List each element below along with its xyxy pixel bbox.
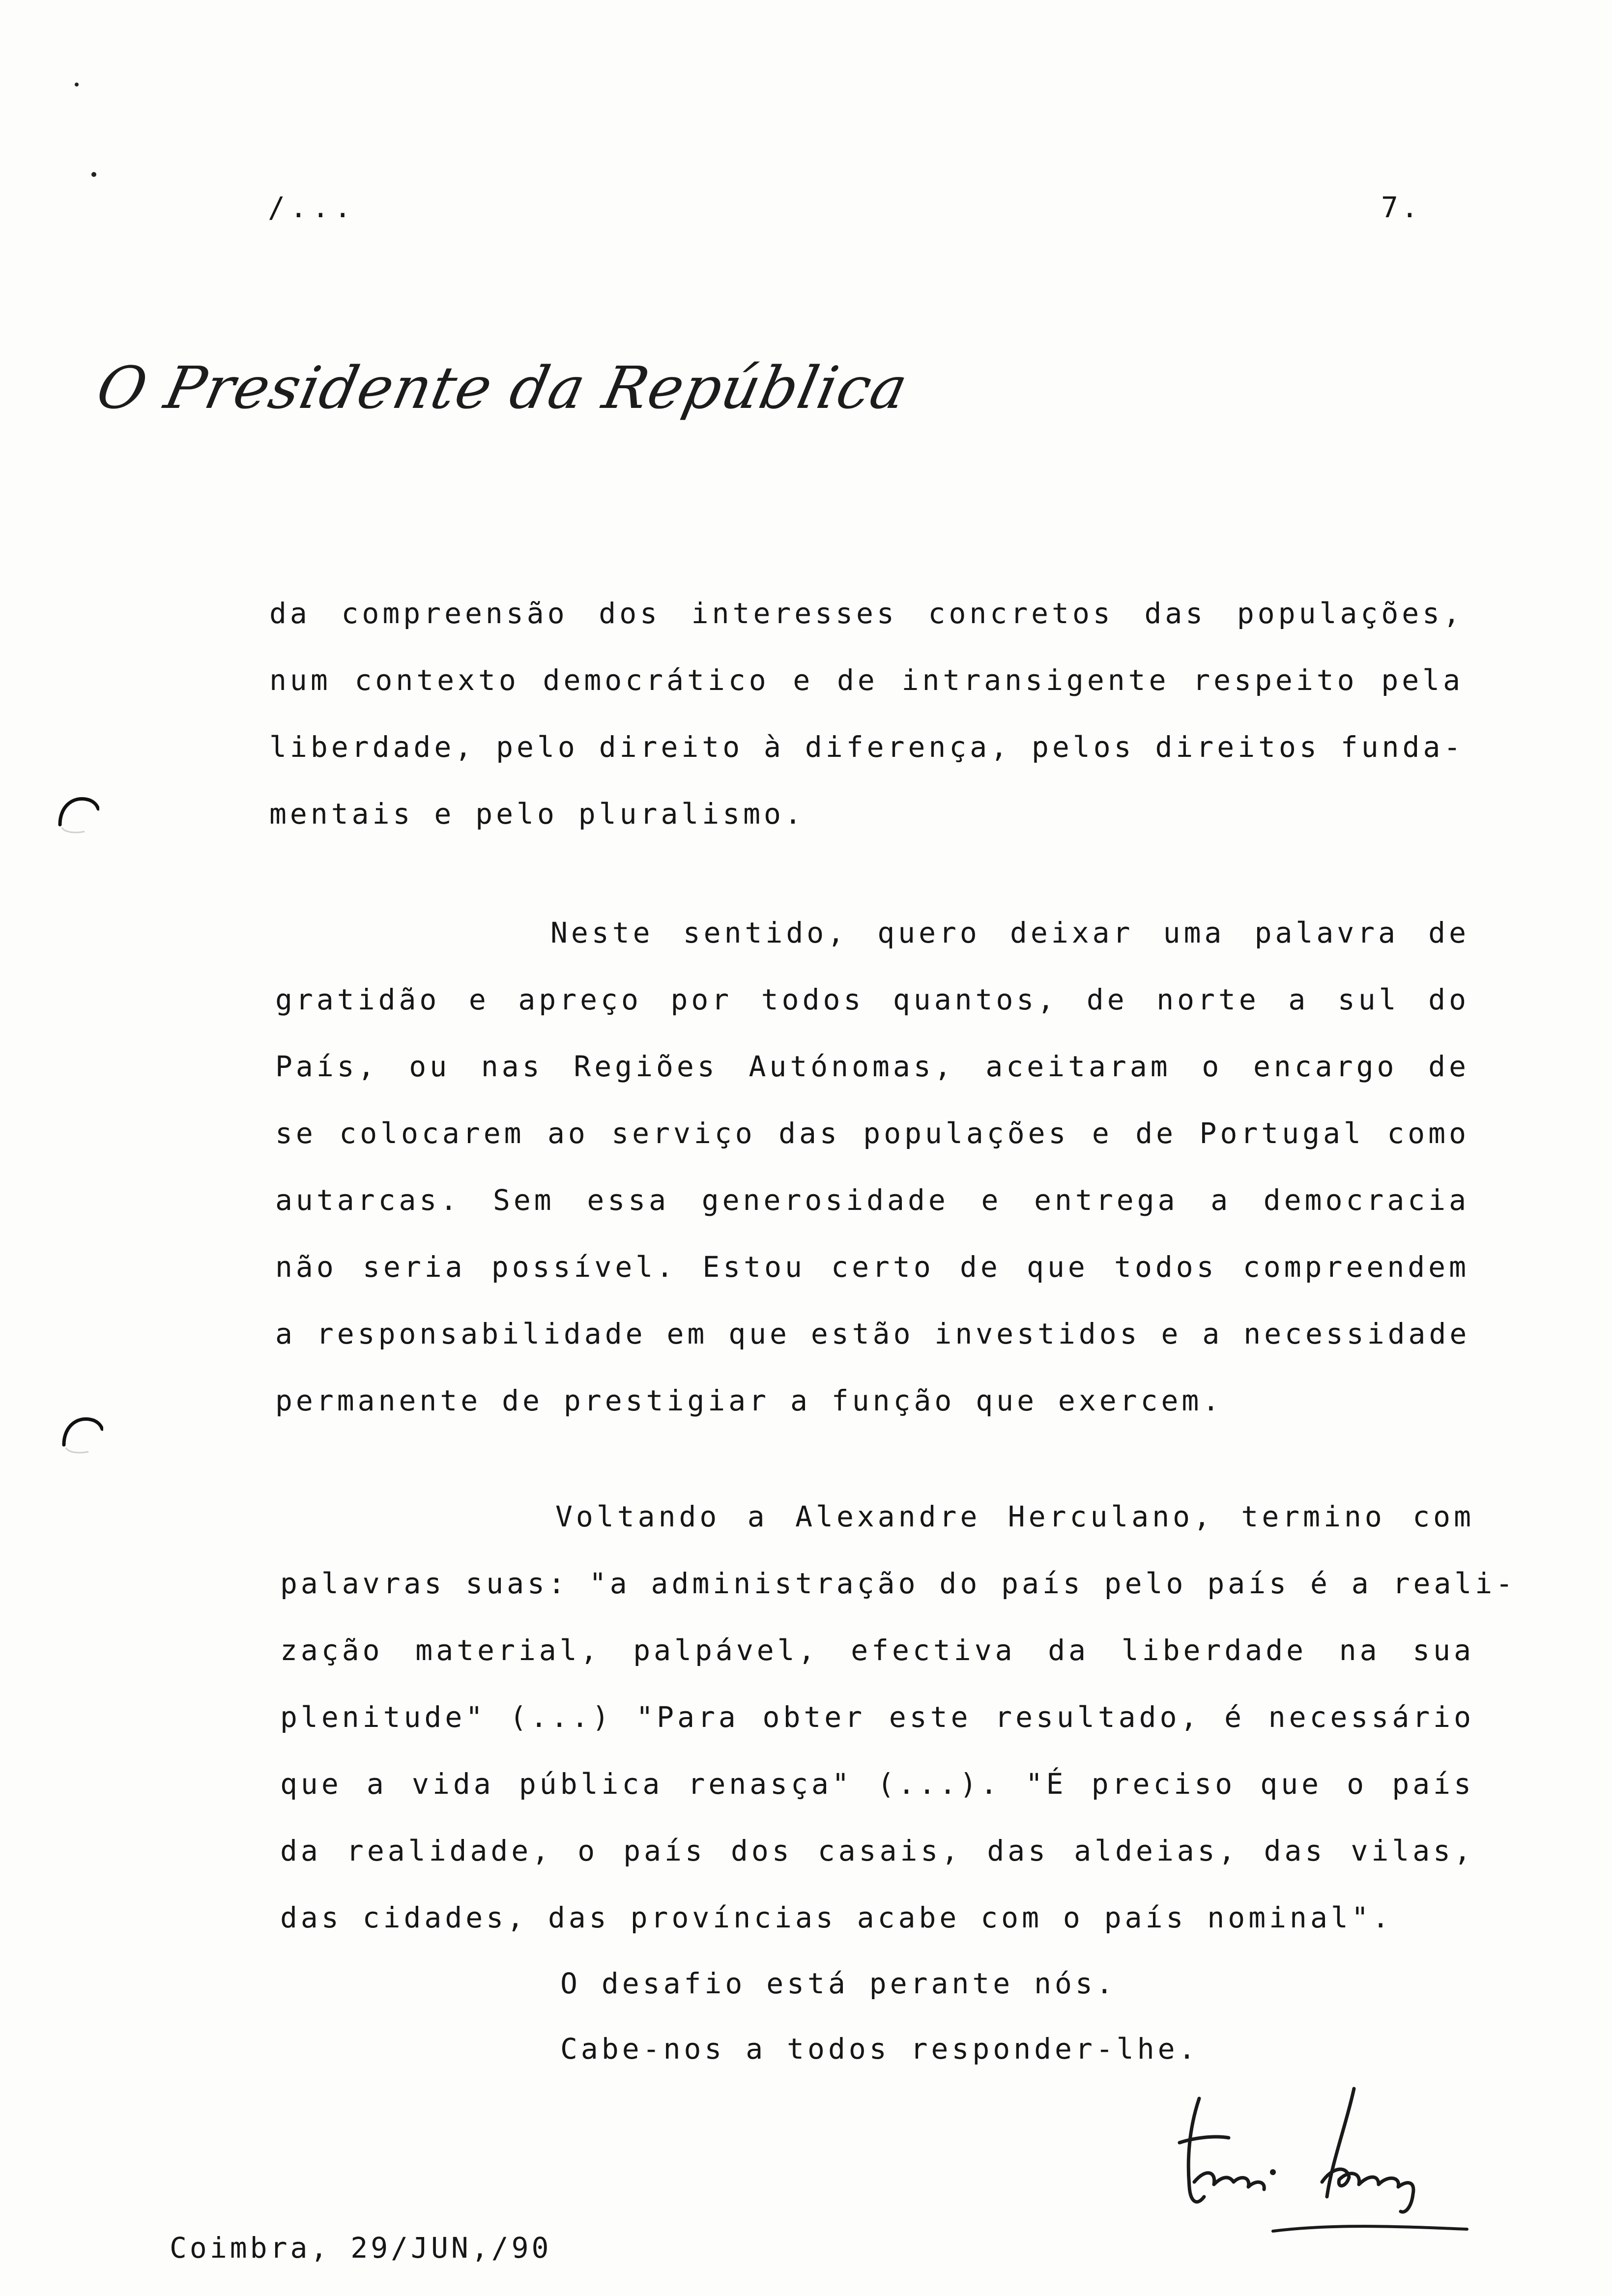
- paragraph-3: [280, 1483, 1517, 1951]
- text-line: liberdade, pelo direito à diferença, pelos direitos funda-: [269, 730, 1465, 764]
- punch-hole-icon: [59, 1410, 103, 1455]
- text-line: não seria possível. Estou certo de que todos compreendem: [275, 1250, 1469, 1284]
- closing-line-1: O desafio está perante nós.: [560, 1967, 1117, 2000]
- text-line: autarcas. Sem essa generosidade e entrega a democracia: [275, 1183, 1469, 1217]
- text-line: a responsabilidade em que estão investidos e a necessidade: [275, 1317, 1470, 1350]
- text-line: mentais e pelo pluralismo.: [269, 797, 805, 831]
- text-line: zação material, palpável, efectiva da liberdade na sua: [280, 1634, 1474, 1667]
- punch-hole-icon: [55, 790, 99, 834]
- continuation-mark: /...: [268, 191, 356, 224]
- text-line: da compreensão dos interesses concretos das populações,: [269, 597, 1464, 630]
- text-line: Neste sentido, quero deixar uma palavra de: [550, 916, 1469, 949]
- text-line: gratidão e apreço por todos quantos, de norte a sul do: [275, 983, 1469, 1016]
- place-date: Coimbra, 29/JUN,/90: [170, 2231, 552, 2265]
- text-line: plenitude" (...) "Para obter este resultado, é necessário: [280, 1700, 1474, 1734]
- text-line: que a vida pública renasça" (...). "É preciso que o país: [280, 1767, 1474, 1801]
- letterhead-title: O Presidente da República: [91, 354, 915, 422]
- text-line: num contexto democrático e de intransigente respeito pela: [269, 663, 1464, 697]
- text-line: País, ou nas Regiões Autónomas, aceitaram o encargo de: [275, 1050, 1469, 1083]
- closing-line-2: Cabe-nos a todos responder-lhe.: [560, 2032, 1199, 2066]
- text-line: palavras suas: "a administração do país pelo país é a reali-: [280, 1567, 1517, 1600]
- scan-speck: [75, 83, 79, 86]
- paragraph-1: [269, 580, 1464, 847]
- text-line: se colocarem ao serviço das populações e de Portugal como: [275, 1117, 1469, 1150]
- text-line: da realidade, o país dos casais, das aldeias, das vilas,: [280, 1834, 1474, 1867]
- signature-icon: [1160, 2084, 1474, 2246]
- scan-speck: [91, 172, 96, 177]
- paragraph-2: [275, 899, 1469, 1434]
- text-line: das cidades, das províncias acabe com o país nominal".: [280, 1901, 1393, 1934]
- text-line: Voltando a Alexandre Herculano, termino com: [555, 1500, 1474, 1533]
- page-number: 7.: [1381, 191, 1421, 224]
- text-line: permanente de prestigiar a função que exercem.: [275, 1384, 1223, 1417]
